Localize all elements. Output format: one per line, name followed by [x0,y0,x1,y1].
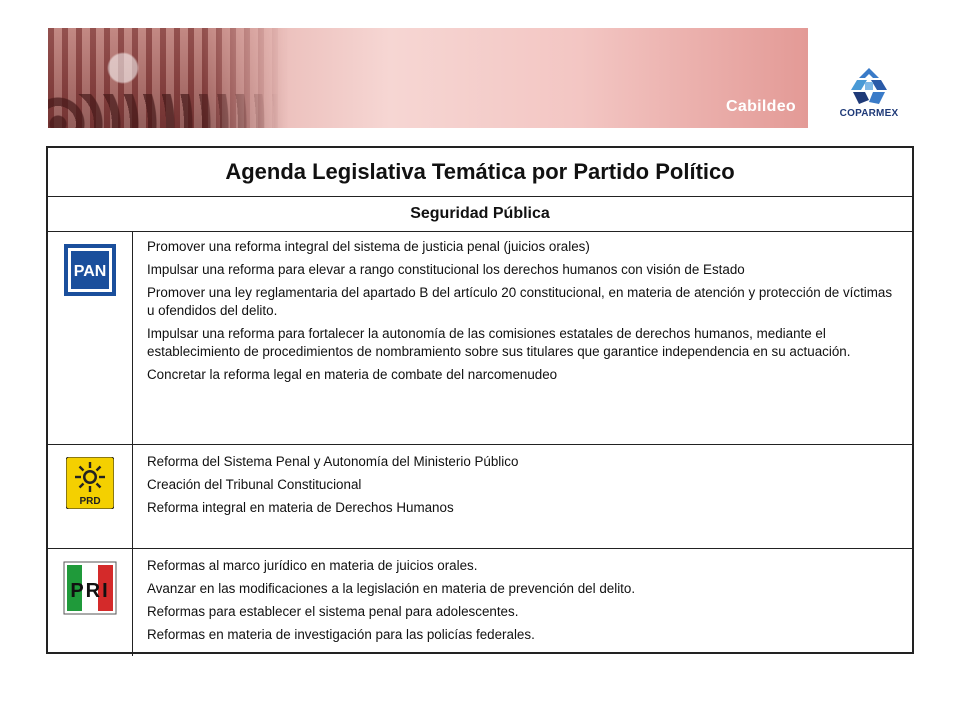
pri-logo-icon [63,561,117,615]
list-item: Reformas en materia de investigación para las policías federales. [147,627,535,642]
prd-logo-icon [66,457,114,509]
list-item: Reformas al marco jurídico en materia de juicios orales. [147,558,478,573]
pri-logo-text: PRI [70,580,110,602]
list-item: Reforma integral en materia de Derechos Humanos [147,500,454,515]
list-item: Reforma del Sistema Penal y Autonomía del Ministerio Público [147,454,519,469]
pan-logo-text: PAN [73,263,107,280]
crowd-photo [48,94,278,128]
list-item: Promover una ley reglamentaria del apartado B del artículo 20 constitucional, en materia de atención y protección de víctimas u ofendidos del delito. [147,285,893,318]
party-items [133,445,912,548]
list-item: Avanzar en las modificaciones a la legislación en materia de prevención del delito. [147,581,636,596]
banner-label: Cabildeo [726,98,796,115]
list-item: Creación del Tribunal Constitucional [147,477,362,492]
party-logo-cell [48,232,133,444]
coparmex-text: COPARMEX [839,108,899,119]
table-row-pan [48,232,912,445]
list-item: Reformas para establecer el sistema penal para adolescentes. [147,604,519,619]
party-items [133,549,912,656]
pan-logo-icon [64,244,116,296]
table-subtitle: Seguridad Pública [48,197,912,232]
table-row-prd [48,445,912,549]
party-logo-cell [48,549,133,656]
table-row-pri [48,549,912,656]
list-item: Promover una reforma integral del sistema de justicia penal (juicios orales) [147,239,590,254]
list-item: Concretar la reforma legal en materia de combate del narcomenudeo [147,367,558,382]
coparmex-logo [834,66,904,124]
header-banner [48,28,808,128]
coparmex-emblem-icon [845,66,893,106]
party-items [133,232,912,444]
prd-logo-text: PRD [79,496,101,507]
list-item: Impulsar una reforma para elevar a rango constitucional los derechos humanos con visión de Estado [147,262,745,277]
agenda-table [46,146,914,654]
party-logo-cell [48,445,133,548]
table-title: Agenda Legislativa Temática por Partido Político [48,148,912,197]
list-item: Impulsar una reforma para fortalecer la autonomía de las comisiones estatales de derechos humanos, mediante el establecimiento de procedimientos de nombramiento sobre sus titulares que garantice independencia en su actuación. [147,326,851,359]
